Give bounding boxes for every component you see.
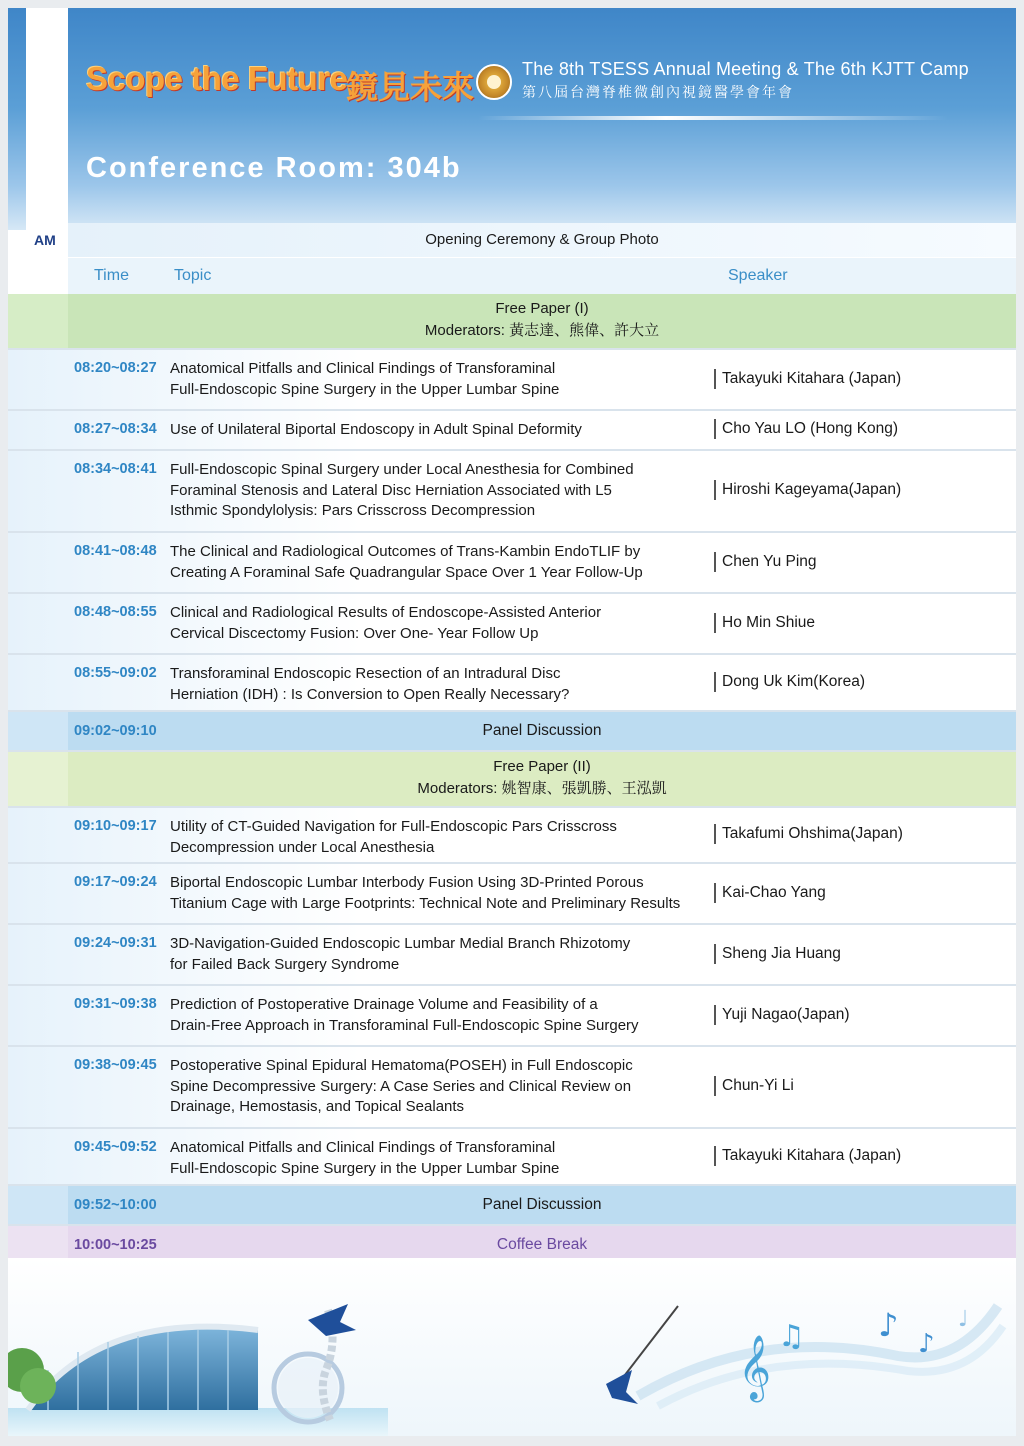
talk-time: 09:10~09:17 bbox=[74, 818, 157, 834]
talk-speaker: Sheng Jia Huang bbox=[714, 944, 841, 964]
talk-row bbox=[8, 808, 1016, 864]
coffee-break-time: 10:00~10:25 bbox=[74, 1237, 157, 1253]
header-banner bbox=[8, 8, 1016, 230]
talk-time: 09:45~09:52 bbox=[74, 1139, 157, 1155]
talk-topic bbox=[170, 817, 710, 858]
talk-topic bbox=[170, 1138, 710, 1179]
convention-center-illustration bbox=[8, 1300, 388, 1436]
talk-row bbox=[8, 533, 1016, 594]
topic-line: Use of Unilateral Biportal Endoscopy in Adult Spinal Deformity bbox=[170, 421, 582, 438]
topic-line: Herniation (IDH) : Is Conversion to Open Really Necessary? bbox=[170, 685, 570, 703]
row-margin bbox=[8, 1186, 68, 1224]
talk-speaker: Chen Yu Ping bbox=[714, 552, 817, 572]
svg-text:♩: ♩ bbox=[958, 1307, 969, 1332]
section-header bbox=[8, 752, 1016, 808]
coffee-break-label: Coffee Break bbox=[496, 1236, 588, 1253]
schedule-table bbox=[8, 294, 1016, 1266]
slogan-zh: 鏡見未來 bbox=[346, 68, 475, 106]
talk-row bbox=[8, 350, 1016, 411]
svg-text:♫: ♫ bbox=[778, 1319, 805, 1354]
panel-discussion-label: Panel Discussion bbox=[482, 722, 602, 739]
section-moderators: Moderators: 黃志達、熊偉、許大立 bbox=[424, 322, 660, 339]
topic-line: Creating A Foraminal Safe Quadrangular Space Over 1 Year Follow-Up bbox=[170, 563, 643, 581]
row-margin bbox=[8, 752, 68, 806]
panel-discussion-time: 09:02~09:10 bbox=[74, 723, 157, 739]
talk-time: 08:20~08:27 bbox=[74, 360, 157, 376]
topic-line: Drainage, Hemostasis, and Topical Sealants bbox=[170, 1098, 465, 1115]
talk-row bbox=[8, 655, 1016, 712]
room-title: Conference Room: 304b bbox=[86, 152, 462, 184]
talk-row bbox=[8, 411, 1016, 451]
topic-line: Anatomical Pitfalls and Clinical Findings of Transforaminal bbox=[170, 1139, 556, 1156]
topic-line: Utility of CT-Guided Navigation for Full-Endoscopic Pars Crisscross bbox=[170, 818, 617, 835]
talk-time: 09:38~09:45 bbox=[74, 1057, 157, 1073]
program-page bbox=[8, 8, 1016, 1436]
talk-row bbox=[8, 594, 1016, 655]
talk-time: 08:55~09:02 bbox=[74, 665, 157, 681]
topic-line: Biportal Endoscopic Lumbar Interbody Fusion Using 3D-Printed Porous bbox=[170, 874, 644, 891]
talk-row bbox=[8, 986, 1016, 1047]
svg-text:♪: ♪ bbox=[918, 1329, 935, 1359]
section-header bbox=[8, 294, 1016, 350]
topic-line: Spine Decompressive Surgery: A Case Series and Clinical Review on bbox=[170, 1077, 632, 1095]
talk-speaker: Kai-Chao Yang bbox=[714, 883, 826, 903]
talk-speaker: Takayuki Kitahara (Japan) bbox=[714, 1146, 901, 1166]
topic-line: 3D-Navigation-Guided Endoscopic Lumbar Medial Branch Rhizotomy bbox=[170, 935, 631, 952]
talk-row bbox=[8, 925, 1016, 986]
column-headers bbox=[68, 258, 1016, 294]
svg-text:♪: ♪ bbox=[878, 1306, 899, 1344]
talk-topic bbox=[170, 995, 710, 1036]
talk-speaker: Ho Min Shiue bbox=[714, 613, 815, 633]
topic-line: Decompression under Local Anesthesia bbox=[170, 838, 435, 856]
talk-topic bbox=[170, 664, 710, 705]
talk-topic bbox=[170, 873, 710, 914]
section-title: Free Paper (I) bbox=[495, 300, 589, 317]
meeting-title-zh: 第八屆台灣脊椎微創內視鏡醫學會年會 bbox=[522, 85, 794, 101]
talk-topic bbox=[170, 359, 710, 400]
talk-time: 08:27~08:34 bbox=[74, 421, 157, 437]
column-speaker: Speaker bbox=[728, 267, 788, 284]
talk-topic bbox=[170, 460, 710, 522]
panel-discussion-row bbox=[8, 712, 1016, 752]
topic-line: Drain-Free Approach in Transforaminal Full-Endoscopic Spine Surgery bbox=[170, 1016, 639, 1034]
talk-time: 08:48~08:55 bbox=[74, 604, 157, 620]
talk-time: 09:17~09:24 bbox=[74, 874, 157, 890]
topic-line: Full-Endoscopic Spinal Surgery under Local Anesthesia for Combined bbox=[170, 461, 634, 478]
topic-line: Foraminal Stenosis and Lateral Disc Herniation Associated with L5 bbox=[170, 481, 612, 499]
panel-discussion-time: 09:52~10:00 bbox=[74, 1197, 157, 1213]
talk-row bbox=[8, 864, 1016, 925]
topic-line: for Failed Back Surgery Syndrome bbox=[170, 955, 400, 973]
topic-line: Cervical Discectomy Fusion: Over One- Year Follow Up bbox=[170, 624, 539, 642]
panel-discussion-label: Panel Discussion bbox=[482, 1196, 602, 1213]
talk-topic bbox=[170, 934, 710, 975]
topic-line: Full-Endoscopic Spine Surgery in the Upper Lumbar Spine bbox=[170, 380, 560, 398]
talk-speaker: Hiroshi Kageyama(Japan) bbox=[714, 480, 901, 500]
slogan-en: Scope the Future bbox=[86, 60, 348, 97]
talk-speaker: Yuji Nagao(Japan) bbox=[714, 1005, 850, 1025]
talk-speaker: Cho Yau LO (Hong Kong) bbox=[714, 419, 898, 439]
topic-line: Clinical and Radiological Results of Endoscope-Assisted Anterior bbox=[170, 604, 602, 621]
topic-line: Anatomical Pitfalls and Clinical Findings of Transforaminal bbox=[170, 360, 556, 377]
column-topic: Topic bbox=[174, 267, 212, 284]
talk-topic bbox=[170, 420, 710, 441]
talk-speaker: Dong Uk Kim(Korea) bbox=[714, 672, 865, 692]
talk-time: 08:34~08:41 bbox=[74, 461, 157, 477]
talk-time: 09:24~09:31 bbox=[74, 935, 157, 951]
talk-speaker: Chun-Yi Li bbox=[714, 1076, 794, 1096]
opening-ceremony: Opening Ceremony & Group Photo bbox=[68, 223, 1016, 257]
talk-time: 08:41~08:48 bbox=[74, 543, 157, 559]
section-moderators: Moderators: 姚智康、張凱勝、王泓凱 bbox=[417, 780, 667, 797]
column-time: Time bbox=[94, 267, 129, 284]
topic-line: Isthmic Spondylolysis: Pars Crisscross Decompression bbox=[170, 502, 536, 519]
talk-topic bbox=[170, 603, 710, 644]
topic-line: The Clinical and Radiological Outcomes of Trans-Kambin EndoTLIF by bbox=[170, 543, 641, 560]
talk-topic bbox=[170, 1056, 710, 1118]
talk-row bbox=[8, 1047, 1016, 1129]
row-margin bbox=[8, 294, 68, 348]
panel-discussion-row bbox=[8, 1186, 1016, 1226]
topic-line: Prediction of Postoperative Drainage Volume and Feasibility of a bbox=[170, 996, 598, 1013]
music-notes-illustration bbox=[598, 1266, 1008, 1426]
talk-row bbox=[8, 451, 1016, 533]
topic-line: Transforaminal Endoscopic Resection of an Intradural Disc bbox=[170, 665, 561, 682]
talk-time: 09:31~09:38 bbox=[74, 996, 157, 1012]
topic-line: Titanium Cage with Large Footprints: Technical Note and Preliminary Results bbox=[170, 894, 681, 912]
talk-row bbox=[8, 1129, 1016, 1186]
topic-line: Postoperative Spinal Epidural Hematoma(POSEH) in Full Endoscopic bbox=[170, 1057, 633, 1074]
svg-text:𝄞: 𝄞 bbox=[738, 1335, 772, 1400]
talk-topic bbox=[170, 542, 710, 583]
row-margin bbox=[8, 712, 68, 750]
header-divider bbox=[478, 116, 948, 120]
topic-line: Full-Endoscopic Spine Surgery in the Upper Lumbar Spine bbox=[170, 1159, 560, 1177]
session-label: AM bbox=[34, 232, 56, 248]
meeting-title-en: The 8th TSESS Annual Meeting & The 6th KJTT Camp bbox=[522, 59, 969, 79]
section-title: Free Paper (II) bbox=[493, 758, 591, 775]
society-logo-icon bbox=[476, 64, 512, 100]
talk-speaker: Takayuki Kitahara (Japan) bbox=[714, 369, 901, 389]
talk-speaker: Takafumi Ohshima(Japan) bbox=[714, 824, 903, 844]
